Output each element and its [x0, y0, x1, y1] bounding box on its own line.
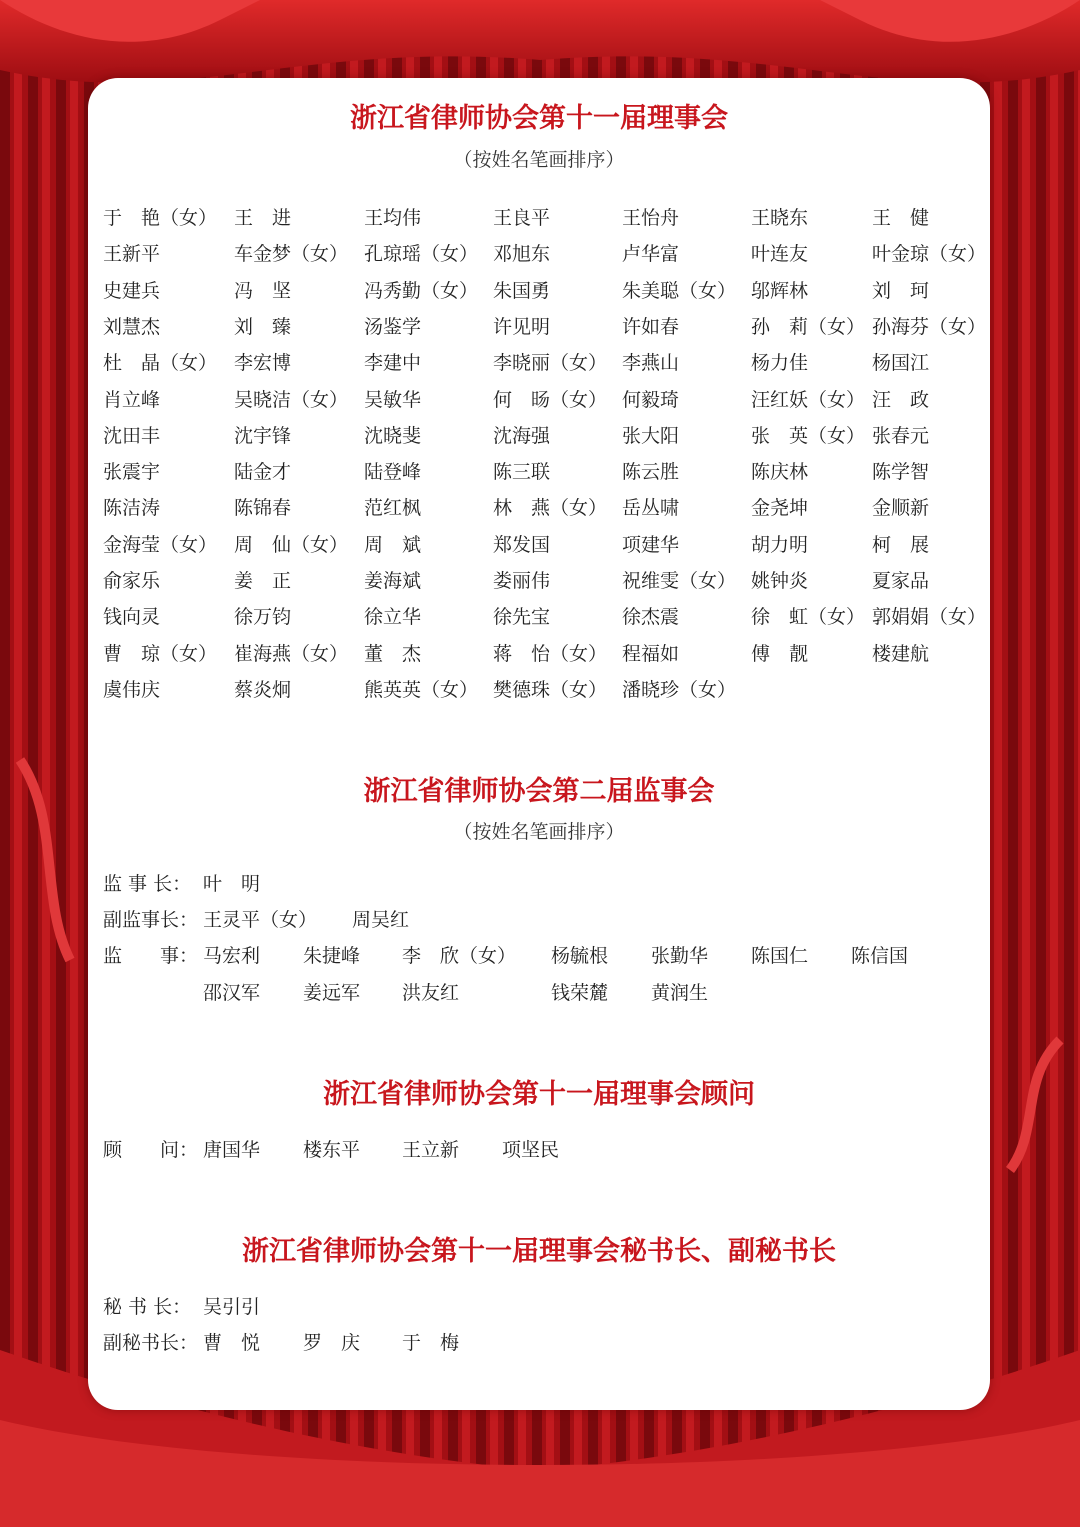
council-member-name: 王均伟: [364, 207, 422, 229]
supervisory-member-name: 钱荣麓: [551, 982, 609, 1004]
supervisory-chair-name: 叶 明: [203, 873, 261, 895]
supervisory-member-name: 姜远军: [303, 982, 361, 1004]
council-member-name: 王新平: [103, 243, 161, 266]
council-member-name: 傅 靓: [751, 642, 809, 665]
advisors-title: 浙江省律师协会第十一届理事会顾问: [323, 1079, 755, 1110]
council-member-name: 张大阳: [622, 424, 680, 447]
council-member-name: 郭娟娟（女）: [872, 606, 987, 629]
council-member-name: 陈三联: [493, 461, 551, 484]
council-member-name: 冯 坚: [234, 279, 292, 302]
council-member-name: 吴敏华: [364, 388, 422, 411]
council-subtitle: （按姓名笔画排序）: [453, 149, 625, 171]
council-member-name: 杨国江: [872, 352, 930, 375]
council-member-name: 熊英英（女）: [364, 678, 479, 701]
advisors-label: 顾 问：: [103, 1139, 199, 1161]
council-member-name: 曹 琼（女）: [103, 642, 218, 665]
council-member-name: 朱国勇: [493, 279, 551, 302]
council-member-name: 李燕山: [622, 352, 680, 375]
council-member-name: 徐 虹（女）: [751, 606, 866, 629]
council-member-name: 娄丽伟: [493, 570, 551, 592]
supervisory-vice-label: 副监事长：: [103, 909, 199, 931]
supervisory-member-name: 黄润生: [651, 982, 709, 1004]
council-member-name: 祝维雯（女）: [622, 570, 737, 592]
council-member-name: 虞伟庆: [103, 678, 161, 701]
council-member-name: 徐杰震: [622, 606, 680, 629]
council-member-name: 朱美聪（女）: [622, 279, 737, 302]
council-member-name: 郑发国: [493, 533, 551, 556]
council-member-name: 陈学智: [872, 461, 930, 484]
council-member-name: 项建华: [622, 533, 680, 556]
council-member-name: 徐立华: [364, 606, 422, 629]
council-member-name: 车金梦（女）: [234, 243, 349, 266]
council-member-name: 张春元: [872, 424, 930, 447]
supervisory-member-name: 张勤华: [651, 945, 709, 967]
council-member-name: 王 健: [872, 207, 930, 229]
council-member-name: 何 旸（女）: [493, 388, 608, 411]
council-member-name: 陆登峰: [364, 461, 422, 484]
council-member-name: 沈海强: [493, 424, 551, 447]
council-member-name: 刘 珂: [872, 279, 930, 302]
council-member-name: 肖立峰: [103, 388, 161, 411]
council-member-name: 王 进: [234, 207, 292, 229]
council-member-name: 王怡舟: [622, 207, 680, 229]
council-member-name: 陆金才: [234, 461, 292, 484]
council-member-name: 陈云胜: [622, 461, 680, 484]
council-member-name: 金海莹（女）: [103, 533, 218, 556]
deputy-secretary-name: 曹 悦: [203, 1332, 261, 1354]
council-member-name: 徐万钧: [234, 606, 292, 629]
supervisory-vice-name: 周吴红: [352, 909, 410, 931]
council-member-name: 沈晓斐: [364, 424, 422, 447]
advisor-name: 唐国华: [203, 1139, 261, 1161]
council-member-name: 汪红妖（女）: [751, 388, 866, 411]
council-member-name: 俞家乐: [103, 570, 161, 592]
council-member-name: 范红枫: [364, 497, 422, 520]
council-member-name: 叶连友: [751, 243, 809, 266]
council-member-name: 邬辉林: [751, 279, 809, 302]
secretary-general-name: 吴引引: [203, 1296, 261, 1318]
council-member-name: 杨力佳: [751, 352, 809, 375]
supervisory-member-name: 马宏利: [203, 945, 261, 967]
council-member-name: 杜 晶（女）: [103, 352, 218, 375]
council-member-name: 李宏博: [234, 352, 292, 375]
council-member-name: 沈田丰: [103, 424, 161, 447]
council-member-name: 楼建航: [872, 642, 930, 665]
council-member-name: 钱向灵: [103, 606, 161, 629]
council-member-name: 樊德珠（女）: [493, 678, 608, 701]
supervisory-chair-label: 监 事 长：: [103, 873, 192, 895]
council-member-name: 董 杰: [364, 642, 422, 665]
supervisory-member-name: 陈国仁: [751, 945, 809, 967]
council-member-name: 潘晓珍（女）: [622, 678, 737, 701]
supervisory-member-name: 洪友红: [402, 982, 460, 1004]
council-member-name: 史建兵: [103, 279, 161, 302]
council-member-name: 林 燕（女）: [493, 497, 608, 520]
council-member-name: 胡力明: [751, 533, 809, 556]
council-member-name: 刘慧杰: [103, 315, 161, 338]
council-member-name: 冯秀勤（女）: [364, 279, 479, 302]
supervisory-member-name: 杨毓根: [551, 945, 609, 967]
deputy-secretary-name: 罗 庆: [303, 1332, 361, 1354]
council-member-name: 张震宇: [103, 461, 161, 484]
council-member-name: 许见明: [493, 315, 551, 338]
council-member-name: 徐先宝: [493, 606, 551, 629]
council-member-name: 沈宇锋: [234, 424, 292, 447]
council-member-name: 汤鉴学: [364, 315, 422, 338]
council-member-name: 蔡炎炯: [234, 678, 292, 701]
advisor-name: 项坚民: [502, 1139, 560, 1161]
council-member-name: 王晓东: [751, 207, 809, 229]
council-member-name: 柯 展: [872, 533, 930, 556]
council-member-name: 张 英（女）: [751, 424, 866, 447]
council-title: 浙江省律师协会第十一届理事会: [350, 103, 728, 134]
council-member-name: 吴晓洁（女）: [234, 388, 349, 411]
supervisory-member-name: 邵汉军: [203, 982, 261, 1004]
supervisory-member-name: 李 欣（女）: [402, 945, 517, 967]
council-member-name: 姚钟炎: [751, 570, 809, 592]
council-member-name: 刘 臻: [234, 315, 292, 338]
supervisory-title: 浙江省律师协会第二届监事会: [363, 776, 715, 807]
council-member-name: 李建中: [364, 352, 422, 375]
council-member-name: 夏家品: [872, 570, 930, 592]
council-member-name: 许如春: [622, 315, 680, 338]
council-member-name: 金顺新: [872, 497, 930, 520]
supervisory-subtitle: （按姓名笔画排序）: [453, 821, 625, 843]
council-member-name: 姜海斌: [364, 570, 422, 592]
council-member-name: 于 艳（女）: [103, 207, 218, 229]
council-member-name: 孙海芬（女）: [872, 315, 987, 338]
council-member-name: 程福如: [622, 642, 680, 665]
council-member-name: 周 仙（女）: [234, 533, 349, 556]
council-member-name: 叶金琼（女）: [872, 243, 987, 266]
council-member-name: 王良平: [493, 207, 551, 229]
council-member-name: 汪 政: [872, 388, 930, 411]
supervisory-member-name: 陈信国: [851, 945, 909, 967]
supervisory-member-name: 朱捷峰: [303, 945, 361, 967]
council-member-name: 岳丛啸: [622, 497, 680, 520]
council-member-name: 邓旭东: [493, 243, 551, 266]
council-member-name: 金尧坤: [751, 497, 809, 520]
deputy-secretary-label: 副秘书长：: [103, 1332, 199, 1354]
council-member-name: 陈庆林: [751, 461, 809, 484]
deputy-secretary-name: 于 梅: [402, 1332, 460, 1354]
council-member-name: 何毅琦: [622, 388, 680, 411]
council-member-name: 陈洁涛: [103, 497, 161, 520]
advisor-name: 王立新: [402, 1139, 460, 1161]
council-member-name: 姜 正: [234, 570, 292, 592]
advisor-name: 楼东平: [303, 1139, 361, 1161]
council-member-name: 陈锦春: [234, 497, 292, 520]
council-member-name: 孔琼瑶（女）: [364, 243, 479, 266]
secretariat-title: 浙江省律师协会第十一届理事会秘书长、副秘书长: [242, 1236, 836, 1267]
supervisory-member-label: 监 事：: [103, 945, 199, 967]
secretary-general-label: 秘 书 长：: [103, 1296, 192, 1318]
supervisory-vice-name: 王灵平（女）: [203, 909, 318, 931]
council-member-name: 周 斌: [364, 533, 422, 556]
council-member-name: 卢华富: [622, 243, 680, 266]
council-member-name: 李晓丽（女）: [493, 352, 608, 375]
council-member-name: 孙 莉（女）: [751, 315, 866, 338]
council-member-name: 崔海燕（女）: [234, 642, 349, 665]
council-member-name: 蒋 怡（女）: [493, 642, 608, 665]
